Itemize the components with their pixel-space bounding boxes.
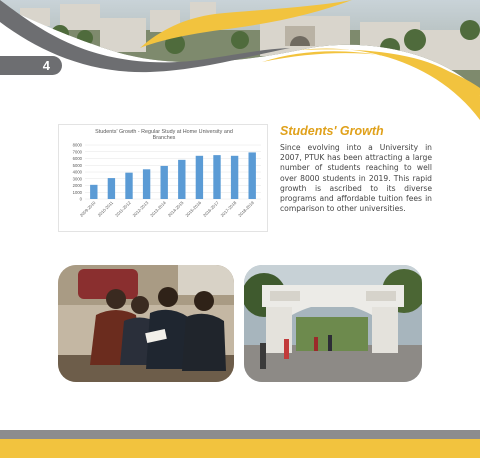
chart-xtick-label: 2017-2018 bbox=[219, 200, 238, 218]
chart-ytick-label: 6000 bbox=[72, 156, 82, 161]
chart-xtick-label: 2016-2017 bbox=[202, 200, 220, 218]
chart-xtick-label: 2015-2016 bbox=[184, 200, 203, 218]
section-body: Since evolving into a University in 2007, PTUK has been attracting a large number of students reaching to well over 8000 students in 2019. This rapid growth is ascribed to its diverse programs and affordable tuition fees in comparison to other universities. bbox=[280, 143, 432, 214]
footer-yellow-band bbox=[0, 439, 480, 458]
chart-xtick-label: 2010-2011 bbox=[96, 200, 115, 218]
chart-bar bbox=[249, 152, 256, 199]
chart-ytick-label: 0 bbox=[79, 196, 82, 202]
chart-bar bbox=[90, 185, 97, 199]
chart-ytick-label: 3000 bbox=[72, 176, 82, 182]
chart-ytick-label: 5000 bbox=[72, 162, 82, 168]
page-number: 4 bbox=[42, 58, 50, 73]
section-title: Students' Growth bbox=[280, 124, 384, 138]
chart-ytick-label: 7000 bbox=[72, 149, 82, 155]
chart-bar bbox=[108, 178, 115, 199]
chart-xtick-label: 2009-2010 bbox=[78, 200, 97, 218]
chart-bar bbox=[213, 155, 220, 199]
chart-xtick-label: 2011-2012 bbox=[114, 200, 132, 218]
chart-title-line-2: Branches bbox=[152, 135, 176, 141]
gate-photo bbox=[244, 265, 422, 382]
chart-bar bbox=[178, 160, 185, 199]
chart-ytick-label: 1000 bbox=[72, 189, 82, 195]
header-banner bbox=[0, 0, 480, 120]
chart-bar bbox=[161, 166, 168, 199]
chart-xtick-label: 2012-2013 bbox=[131, 200, 150, 218]
chart-xtick-label: 2018-2019 bbox=[237, 200, 255, 218]
university-gate-image bbox=[244, 265, 422, 382]
footer-grey-band bbox=[0, 430, 480, 439]
header-campus-photo bbox=[0, 0, 480, 120]
chart-xtick-label: 2013-2014 bbox=[149, 200, 167, 218]
students-photo bbox=[58, 265, 234, 382]
chart-ytick-label: 8000 bbox=[72, 142, 82, 148]
students-growth-chart bbox=[58, 124, 268, 232]
chart-ytick-label: 2000 bbox=[72, 183, 82, 188]
students-reading-image bbox=[58, 265, 234, 382]
chart-bar bbox=[231, 156, 238, 199]
chart-bar bbox=[143, 169, 150, 199]
chart-ytick-label: 4000 bbox=[72, 169, 82, 175]
chart-bar bbox=[196, 156, 203, 199]
chart-title-line-1: Students' Growth - Regular Study at Home University and bbox=[95, 129, 233, 135]
chart-canvas bbox=[59, 125, 269, 233]
chart-xtick-label: 2014-2015 bbox=[166, 200, 185, 218]
page-number-tab bbox=[0, 56, 62, 75]
chart-bar bbox=[125, 173, 132, 199]
